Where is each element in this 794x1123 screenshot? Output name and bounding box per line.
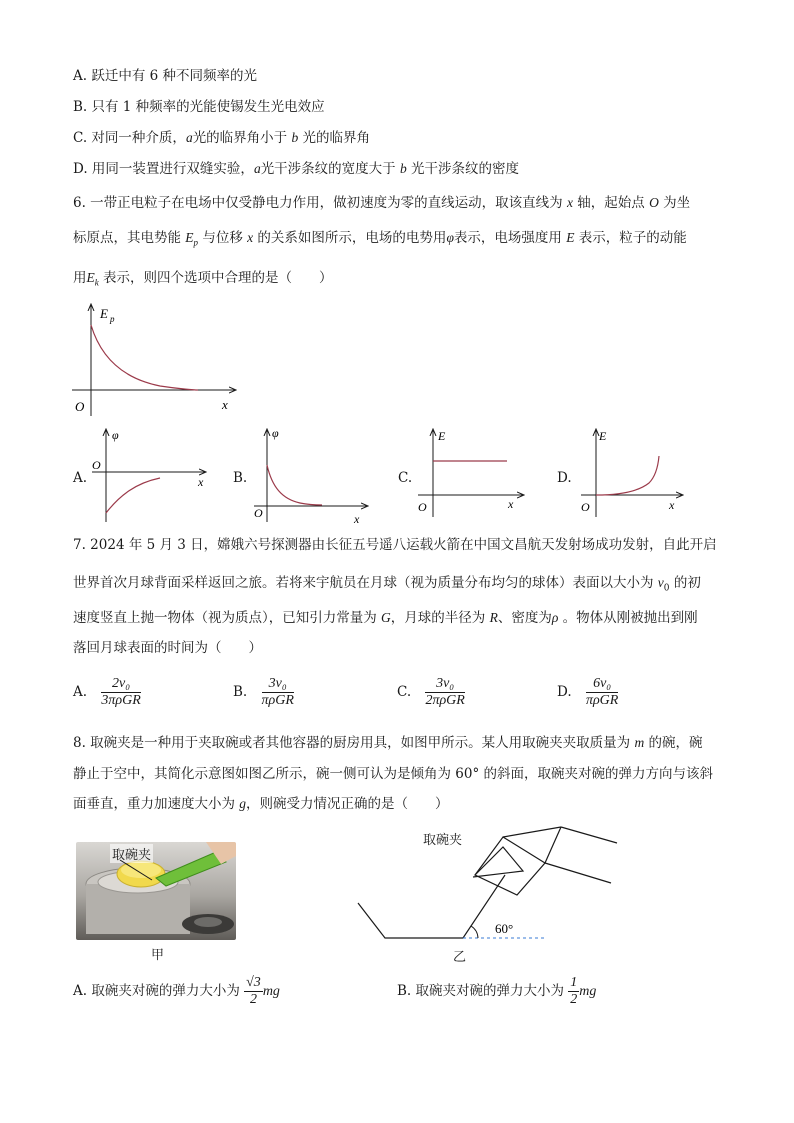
angle-arc	[471, 926, 478, 938]
var-Ep: E	[185, 230, 194, 245]
text: ，则碗受力情况正确的是（ ）	[246, 796, 449, 812]
origin-label: O	[92, 458, 101, 472]
bowl-clip-diagram	[355, 825, 620, 945]
q6-stem-line1	[73, 193, 690, 213]
text: C. 对同一种介质，	[73, 130, 186, 146]
q6-option-a-label: A.	[73, 470, 88, 486]
option-c-graph	[414, 425, 529, 520]
numerator: 2v₀	[101, 676, 140, 693]
stove-burner-top	[194, 917, 222, 927]
option-d-graph	[577, 425, 687, 520]
q6-option-d-label: D.	[557, 470, 572, 486]
denominator: 2	[570, 992, 578, 1007]
q7-option-c	[397, 676, 465, 709]
q6-option-b-label: B.	[233, 470, 248, 486]
text: 的关系如图所示，电场的电势用	[253, 230, 447, 246]
option-label: A.	[73, 684, 88, 700]
caption-jia: 甲	[151, 948, 165, 963]
numerator: 3v₀	[425, 676, 464, 693]
numerator: 6v₀	[586, 676, 618, 693]
origin-label: O	[75, 399, 85, 414]
var-b: b	[399, 161, 407, 176]
numerator: 1	[570, 975, 578, 990]
clip-arm-joint	[503, 827, 561, 837]
option-text: A. 取碗夹对碗的弹力大小为	[73, 983, 245, 999]
q7-stem-line3	[73, 608, 698, 628]
clip-arm-upper	[561, 827, 617, 843]
text: 轴，起始点	[572, 195, 650, 211]
clip-handle-icon	[156, 852, 226, 886]
ep-x-graph	[70, 300, 240, 418]
var-R: R	[489, 610, 498, 625]
q7-option-d	[557, 676, 618, 709]
x-label: x	[222, 397, 228, 412]
fraction	[244, 975, 263, 1008]
clip-square	[475, 837, 545, 895]
photo-illustration	[76, 842, 236, 940]
origin-label: O	[418, 500, 427, 514]
q7-stem-line4: 落回月球表面的时间为（ ）	[73, 640, 262, 656]
clip-lower-jaw	[473, 847, 523, 877]
text: 表示，粒子的动能	[574, 230, 687, 246]
origin-label: O	[581, 500, 590, 514]
var-v: v	[657, 575, 664, 590]
q6-stem-line2	[73, 228, 687, 253]
photo-label: 取碗夹	[110, 844, 153, 863]
text: 。物体从刚被抛出到刚	[558, 610, 698, 626]
q5-option-c	[73, 128, 370, 148]
option-label: C.	[397, 684, 412, 700]
numerator: √3	[246, 975, 261, 990]
var-Ek: E	[86, 270, 95, 285]
clip-arm-lower	[545, 863, 611, 883]
q8-option-b	[397, 975, 596, 1008]
var-mg: mg	[262, 984, 280, 999]
ep-curve	[91, 325, 198, 390]
q6-stem-line3	[73, 268, 333, 293]
photo-pointer	[118, 858, 158, 888]
y-label: E	[599, 429, 607, 443]
text: D. 用同一装置进行双缝实验，	[73, 161, 254, 177]
q5-option-d	[73, 159, 519, 179]
var-b: b	[291, 130, 299, 145]
q8-stem-line3	[73, 794, 449, 814]
text: 6. 一带正电粒子在电场中仅受静电力作用，做初速度为零的直线运动，取该直线为	[73, 195, 567, 211]
var-mg: mg	[579, 984, 597, 999]
text: 速度竖直上抛一物体（视为质点），已知引力常量为	[73, 610, 382, 626]
y-label: φ	[272, 426, 279, 440]
fraction	[101, 676, 140, 709]
y-label-sub: p	[110, 314, 115, 324]
q7-stem-line1: 7. 2024 年 5 月 3 日，嫦娥六号探测器由长征五号遥八运载火箭在中国文昌航天发射场成功发射，自此开启	[73, 537, 717, 553]
diagram-label: 取碗夹	[423, 833, 463, 848]
text: 光的临界角	[298, 130, 371, 146]
denominator: πρGR	[585, 693, 619, 708]
var-a: a	[253, 161, 261, 176]
denominator: 2	[249, 992, 257, 1007]
var-E: E	[566, 230, 575, 245]
option-label: D.	[557, 684, 572, 700]
text: 光干涉条纹的密度	[406, 161, 520, 177]
q5-option-b: B. 只有 1 种频率的光能使锡发生光电效应	[73, 99, 325, 115]
pointer-line	[120, 860, 152, 880]
q8-stem-line1	[73, 733, 703, 753]
sub-p: p	[193, 237, 199, 248]
x-label: x	[669, 498, 675, 512]
text: 、密度为	[497, 610, 552, 626]
text: 的初	[669, 575, 701, 591]
text: 用	[73, 270, 87, 286]
var-m: m	[634, 735, 645, 750]
text: ，月球的半径为	[390, 610, 490, 626]
q5-option-a: A. 跃迁中有 6 种不同频率的光	[73, 68, 258, 84]
text: 表示，则四个选项中合理的是（ ）	[98, 270, 333, 286]
y-label: E	[100, 306, 108, 321]
option-text: B. 取碗夹对碗的弹力大小为	[397, 983, 569, 999]
q6-option-c-label: C.	[398, 470, 413, 486]
q8-stem-line2: 静止于空中，其简化示意图如图乙所示，碗一侧可认为是倾角为 60° 的斜面，取碗夹对碗的弹力方向与该斜	[73, 766, 714, 782]
option-b-graph	[250, 425, 375, 525]
numerator: 3v₀	[262, 676, 294, 693]
y-label: φ	[112, 428, 119, 442]
q7-option-b	[233, 676, 294, 709]
phi-curve	[267, 465, 322, 505]
denominator: 2πρGR	[425, 693, 465, 708]
e-curve	[596, 456, 659, 495]
q7-option-a	[73, 676, 141, 709]
fraction	[568, 975, 579, 1008]
fraction	[425, 676, 464, 709]
var-phi: φ	[446, 230, 454, 245]
bowl-outline	[358, 875, 505, 938]
origin-label: O	[254, 506, 263, 520]
fraction	[262, 676, 294, 709]
var-a: a	[185, 130, 193, 145]
option-a-graph	[88, 425, 213, 525]
x-label: x	[508, 497, 514, 511]
denominator: 3πρGR	[101, 693, 141, 708]
text: 光干涉条纹的宽度大于	[260, 161, 400, 177]
text: 的碗，碗	[644, 735, 703, 751]
var-rho: ρ	[551, 610, 559, 625]
q8-option-a	[73, 975, 280, 1008]
text: 标原点，其电势能	[73, 230, 186, 246]
y-label: E	[438, 429, 446, 443]
bowl-clip-photo	[76, 842, 236, 940]
var-g: g	[239, 796, 247, 811]
sub-k: k	[94, 277, 99, 288]
angle-label: 60°	[495, 921, 514, 936]
text: 面垂直，重力加速度大小为	[73, 796, 240, 812]
q7-stem-line2	[73, 573, 701, 599]
text: 为坐	[658, 195, 691, 211]
clip-arm-link	[545, 827, 561, 863]
var-x: x	[566, 195, 573, 210]
var-O: O	[649, 195, 659, 210]
phi-curve	[106, 478, 160, 513]
denominator: πρGR	[261, 693, 294, 708]
text: 表示，电场强度用	[453, 230, 567, 246]
sub-0: 0	[663, 583, 670, 594]
var-G: G	[381, 610, 391, 625]
caption-yi: 乙	[453, 950, 467, 965]
var-x: x	[247, 230, 254, 245]
option-label: B.	[233, 684, 248, 700]
text: 8. 取碗夹是一种用于夹取碗或者其他容器的厨房用具，如图甲所示。某人用取碗夹夹取质量为	[73, 735, 635, 751]
x-label: x	[198, 475, 204, 489]
text: 世界首次月球背面采样返回之旅。若将来宇航员在月球（视为质量分布均匀的球体）表面以大小为	[73, 575, 658, 591]
fraction	[586, 676, 618, 709]
text: 光的临界角小于	[192, 130, 292, 146]
text: 与位移	[198, 230, 248, 246]
x-label: x	[354, 512, 360, 525]
